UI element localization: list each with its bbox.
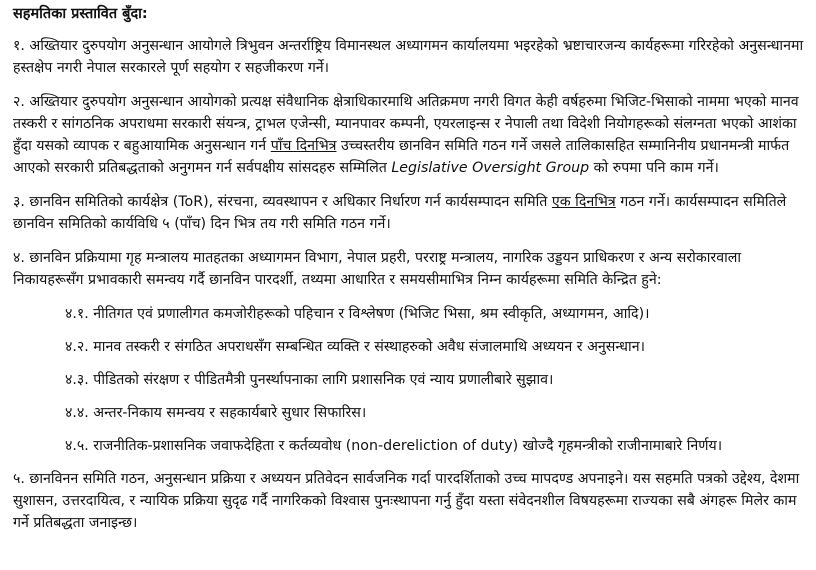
point-4-5: ४.५. राजनीतिक-प्रशासनिक जवाफदेहिता र कर्तव्यवोध (non-dereliction of duty) खोज्दै गृहमन्त्रीको राजीनामाबारे निर्णय। [65,438,723,454]
point-2-text-a: २. अख्तियार दुरुपयोग अनुसन्धान आयोगको प्रत्यक्ष संवैधानिक क्षेत्राधिकारमाथि अतिक्रमण नगरी विगत केही वर्षहरुमा भिजिट-भिसाको नाममा भएको मानव तस्करी र सांगठनिक अपराधमा सरकारी संयन्त्र, ट्राभल एजेन्सी, म्यानपावर कम्पनी, एयरलाइन्स र नेपाली तथा विदेशी नियोगहरूको संलग्नता भएको आशंका हुँदा यसको व्यापक र बहुआयामिक अनुसन्धान गर्न [13,94,799,154]
point-2 [13,91,808,179]
point-4: ४. छानविन प्रक्रियामा गृह मन्त्रालय मातहतका अध्यागमन विभाग, नेपाल प्रहरी, परराष्ट्र मन्त्रालय, नागरिक उड्डयन प्राधिकरण र अन्य सरोकारवाला निकायहरूसँग प्रभावकारी समन्वय गर्दै छानविन पारदर्शी, तथ्यमा आधारित र समयसीमाभित्र निम्न कार्यहरूमा समिति केन्द्रित हुने: [13,250,742,288]
point-2-deadline: पाँच दिनभित्र [270,138,337,154]
point-4-2: ४.२. मानव तस्करी र संगठित अपराधसँग सम्बन्धित व्यक्ति र संस्थाहरुको अवैध संजालमाथि अध्ययन र अनुसन्धान। [65,339,645,355]
point-2-text-c: को रुपमा पनि काम गर्ने। [589,160,719,176]
point-3-text-b: गठन गर्ने। कार्यसम्पादन समितिले छानविन समितिको कार्यविधि ५ (पाँच) दिन भित्र तय गरी समिति गठन गर्ने। [13,194,787,232]
point-3 [13,191,808,235]
point-4-3: ४.३. पीडितको संरक्षण र पीडितमैत्री पुनर्स्थापनाका लागि प्रशासनिक एवं न्याय प्रणालीबारे सुझाव। [65,372,554,388]
point-2-text-b: उच्चस्तरीय छानविन समिति गठन गर्ने जसले तालिकासहित सम्मानिनीय प्रधानमन्त्री मार्फत आएको सरकारी प्रतिबद्धताको अनुगमन गर्न सर्वपक्षीय सांसदहरु सम्मिलित [13,138,790,176]
point-4-4: ४.४. अन्तर-निकाय समन्वय र सहकार्यबारे सुधार सिफारिस। [65,405,367,421]
point-1: १. अख्तियार दुरुपयोग अनुसन्धान आयोगले त्रिभुवन अन्तर्राष्ट्रिय विमानस्थल अध्यागमन कार्यालयमा भइरहेको भ्रष्टाचारजन्य कार्यहरूमा गरिरहेको अनुसन्धानमा हस्तक्षेप नगरी नेपाल सरकारले पूर्ण सहयोग र सहजीकरण गर्ने। [13,38,804,76]
point-5: ५. छानविनन समिति गठन, अनुसन्धान प्रक्रिया र अध्ययन प्रतिवेदन सार्वजनिक गर्दा पारदर्शिताको उच्च मापदण्ड अपनाइने। यस सहमति पत्रको उद्देश्य, देशमा सुशासन, उत्तरदायित्व, र न्यायिक प्रक्रिया सुदृढ गर्दै नागरिकको विश्वास पुनःस्थापना गर्नु हुँदा यस्ता संवेदनशील विषयहरूमा राज्यका सबै अंगहरू मिलेर काम गर्ने प्रतिबद्धता जनाइन्छ। [13,471,800,531]
point-3-text-a: ३. छानविन समितिको कार्यक्षेत्र (ToR), संरचना, व्यवस्थापन र अधिकार निर्धारण गर्न कार्यसम्पादन समिति [13,194,552,210]
document-heading: सहमतिका प्रस्तावित बुँदा: [13,6,148,22]
point-2-legislative-oversight-group: Legislative Oversight Group [391,160,590,176]
point-4-1: ४.१. नीतिगत एवं प्रणालीगत कमजोरीहरूको पहिचान र विश्लेषण (भिजिट भिसा, श्रम स्वीकृति, अध्यागमन, आदि)। [65,306,650,322]
point-3-deadline: एक दिनभित्र [551,194,616,210]
